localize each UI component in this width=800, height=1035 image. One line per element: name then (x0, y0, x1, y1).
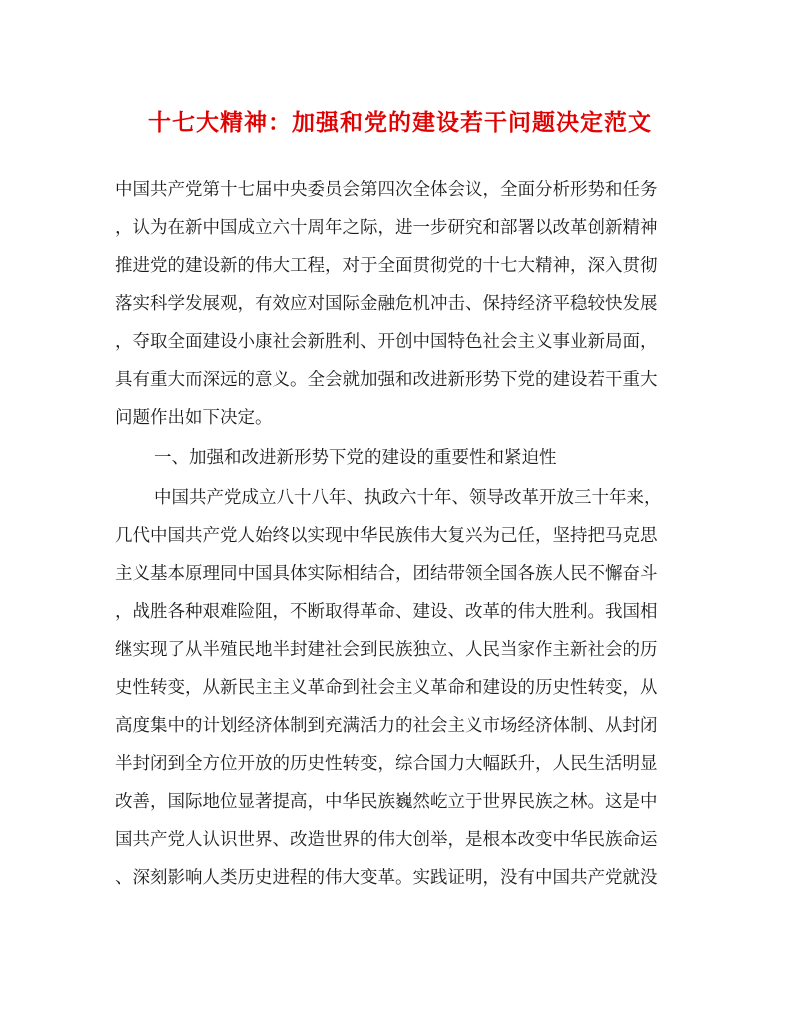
paragraph-line: 改善，国际地位显著提高，中华民族巍然屹立于世界民族之林。这是中 (115, 792, 658, 812)
paragraph-line: 问题作出如下决定。 (115, 408, 273, 428)
paragraph-line: 几代中国共产党人始终以实现中华民族伟大复兴为己任，坚持把马克思 (115, 526, 658, 546)
paragraph-line: ，夺取全面建设小康社会新胜利、开创中国特色社会主义事业新局面， (115, 332, 658, 352)
paragraph-line: 高度集中的计划经济体制到充满活力的社会主义市场经济体制、从封闭 (115, 716, 658, 736)
paragraph-line: 中国共产党第十七届中央委员会第四次全体会议，全面分析形势和任务 (115, 180, 658, 200)
paragraph-line: 史性转变，从新民主主义革命到社会主义革命和建设的历史性转变，从 (115, 678, 658, 698)
paragraph-line: 半封闭到全方位开放的历史性转变，综合国力大幅跃升，人民生活明显 (115, 754, 658, 774)
paragraph-line: 继实现了从半殖民地半封建社会到民族独立、人民当家作主新社会的历 (115, 640, 658, 660)
paragraph-line: 具有重大而深远的意义。全会就加强和改进新形势下党的建设若干重大 (115, 370, 658, 390)
document-title: 十七大精神：加强和党的建设若干问题决定范文 (148, 109, 652, 136)
paragraph-line: 、深刻影响人类历史进程的伟大变革。实践证明，没有中国共产党就没 (115, 868, 658, 888)
paragraph-line: ，认为在新中国成立六十周年之际，进一步研究和部署以改革创新精神 (115, 218, 658, 238)
section-heading: 一、加强和改进新形势下党的建设的重要性和紧迫性 (154, 448, 557, 468)
paragraph-line: 落实科学发展观，有效应对国际金融危机冲击、保持经济平稳较快发展 (115, 294, 658, 314)
paragraph-line: 国共产党人认识世界、改造世界的伟大创举，是根本改变中华民族命运 (115, 830, 658, 850)
paragraph-line: ，战胜各种艰难险阻，不断取得革命、建设、改革的伟大胜利。我国相 (115, 602, 658, 622)
paragraph-line: 主义基本原理同中国具体实际相结合，团结带领全国各族人民不懈奋斗 (115, 564, 658, 584)
paragraph-line: 中国共产党成立八十八年、执政六十年、领导改革开放三十年来， (154, 488, 662, 508)
paragraph-line: 推进党的建设新的伟大工程，对于全面贯彻党的十七大精神，深入贯彻 (115, 256, 658, 276)
